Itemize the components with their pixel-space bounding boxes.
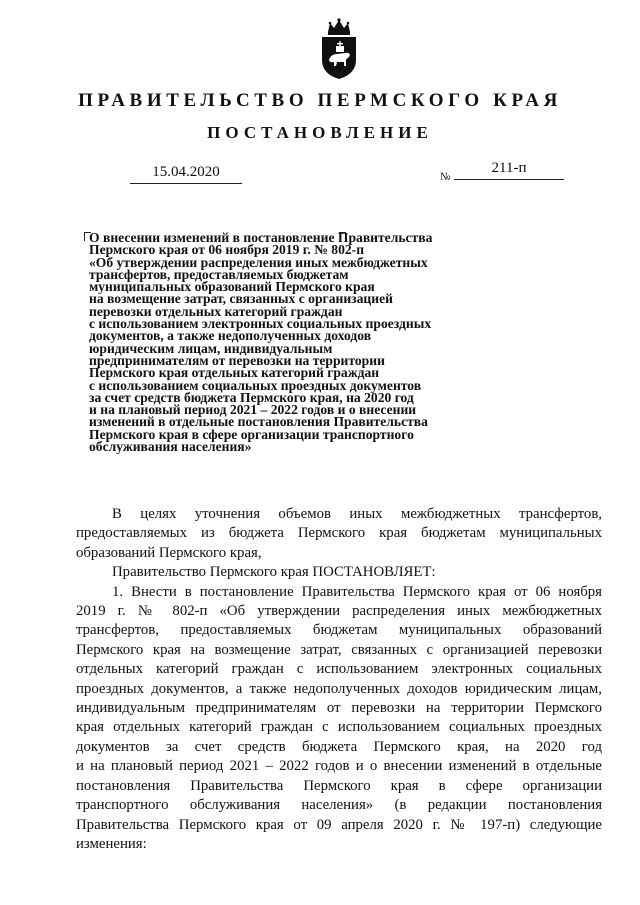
subject-line: юридическим лицам, индивидуальным — [89, 340, 333, 356]
subject-line: обслуживания населения» — [89, 439, 252, 455]
subject-line: трансфертов, предоставляемых бюджетам — [89, 266, 349, 282]
subject-line: с использованием электронных социальных проездных — [89, 316, 432, 332]
subject-line: перевозки отдельных категорий граждан — [89, 303, 343, 319]
text-line: Правительство Пермского края ПОСТАНОВЛЯЕТ: — [112, 564, 436, 581]
text-line: трансфертов, предоставляемых бюджетам муниципальных образований — [76, 622, 602, 639]
subject-line: Пермского края отдельных категорий граждан — [89, 365, 380, 381]
text-line: индивидуальным предпринимателям от перевозки на территории Пермского — [76, 700, 602, 717]
resolution-paragraph — [76, 563, 602, 582]
document-body — [76, 505, 602, 854]
text-line: документов за счет средств бюджета Пермского края, на 2020 год — [76, 738, 602, 755]
text-line: отдельных категорий граждан с использованием электронных социальных — [76, 661, 602, 678]
text-line: предоставляемых из бюджета Пермского края бюджетам муниципальных — [76, 525, 602, 542]
text-line: транспортного обслуживания населения» (в редакции постановления — [76, 797, 602, 814]
subject-line: муниципальных образований Пермского края — [89, 279, 375, 295]
subject-line: с использованием социальных проездных документов — [89, 377, 422, 393]
text-line: Правительства Пермского края от 09 апреля 2020 г. № 197-п) следующие — [76, 816, 602, 833]
text-line: 2019 г. № 802-п «Об утверждении распределения иных межбюджетных — [76, 603, 602, 620]
subject-line: «Об утверждении распределения иных межбюджетных — [89, 254, 428, 270]
subject-line: О внесении изменений в постановление Правительства — [89, 230, 433, 245]
subject-line: на возмещение затрат, связанных с организацией — [89, 291, 393, 307]
text-line: образований Пермского края, — [76, 544, 262, 561]
subject-line: изменений в отдельные постановления Правительства — [89, 414, 428, 430]
document-type-title: ПОСТАНОВЛЕНИЕ — [207, 123, 433, 142]
document-date: 15.04.2020 — [130, 164, 242, 184]
document-number: 211-п — [454, 160, 564, 180]
subject-line: Пермского края в сфере организации транспортного — [89, 426, 414, 442]
item-1-paragraph — [76, 583, 602, 855]
text-line: и на плановый период 2021 – 2022 годов и о внесении изменений в отдельные — [76, 758, 602, 775]
text-line: проездных документов, а также недополученных доходов юридическим лицам, — [76, 680, 602, 697]
subject-line: за счет средств бюджета Пермского края, на 2020 год — [89, 389, 414, 405]
subject-line: Пермского края от 06 ноября 2019 г. № 802-п — [89, 242, 365, 258]
text-line: постановления Правительства Пермского края в сфере организации — [76, 777, 602, 794]
text-line: 1. Внести в постановление Правительства Пермского края от 06 ноября — [112, 583, 602, 600]
number-sign: № — [440, 171, 451, 183]
text-line: В целях уточнения объемов иных межбюджетных трансфертов, — [112, 506, 602, 522]
subject-line: и на плановый период 2021 – 2022 годов и о внесении — [89, 402, 417, 418]
document-subject — [89, 232, 489, 453]
subject-line: документов, а также недополученных доходов — [89, 328, 372, 344]
perm-krai-coat-of-arms-icon — [319, 16, 359, 80]
subject-line: предпринимателям от перевозки на территории — [89, 352, 385, 368]
preamble-paragraph — [76, 505, 602, 563]
text-line: края отдельных категорий граждан с использованием социальных проездных — [76, 719, 602, 736]
government-title: ПРАВИТЕЛЬСТВО ПЕРМСКОГО КРАЯ — [78, 90, 562, 111]
text-line: изменения: — [76, 835, 147, 852]
text-line: Пермского края на возмещение затрат, связанных с организацией перевозки — [76, 641, 602, 658]
